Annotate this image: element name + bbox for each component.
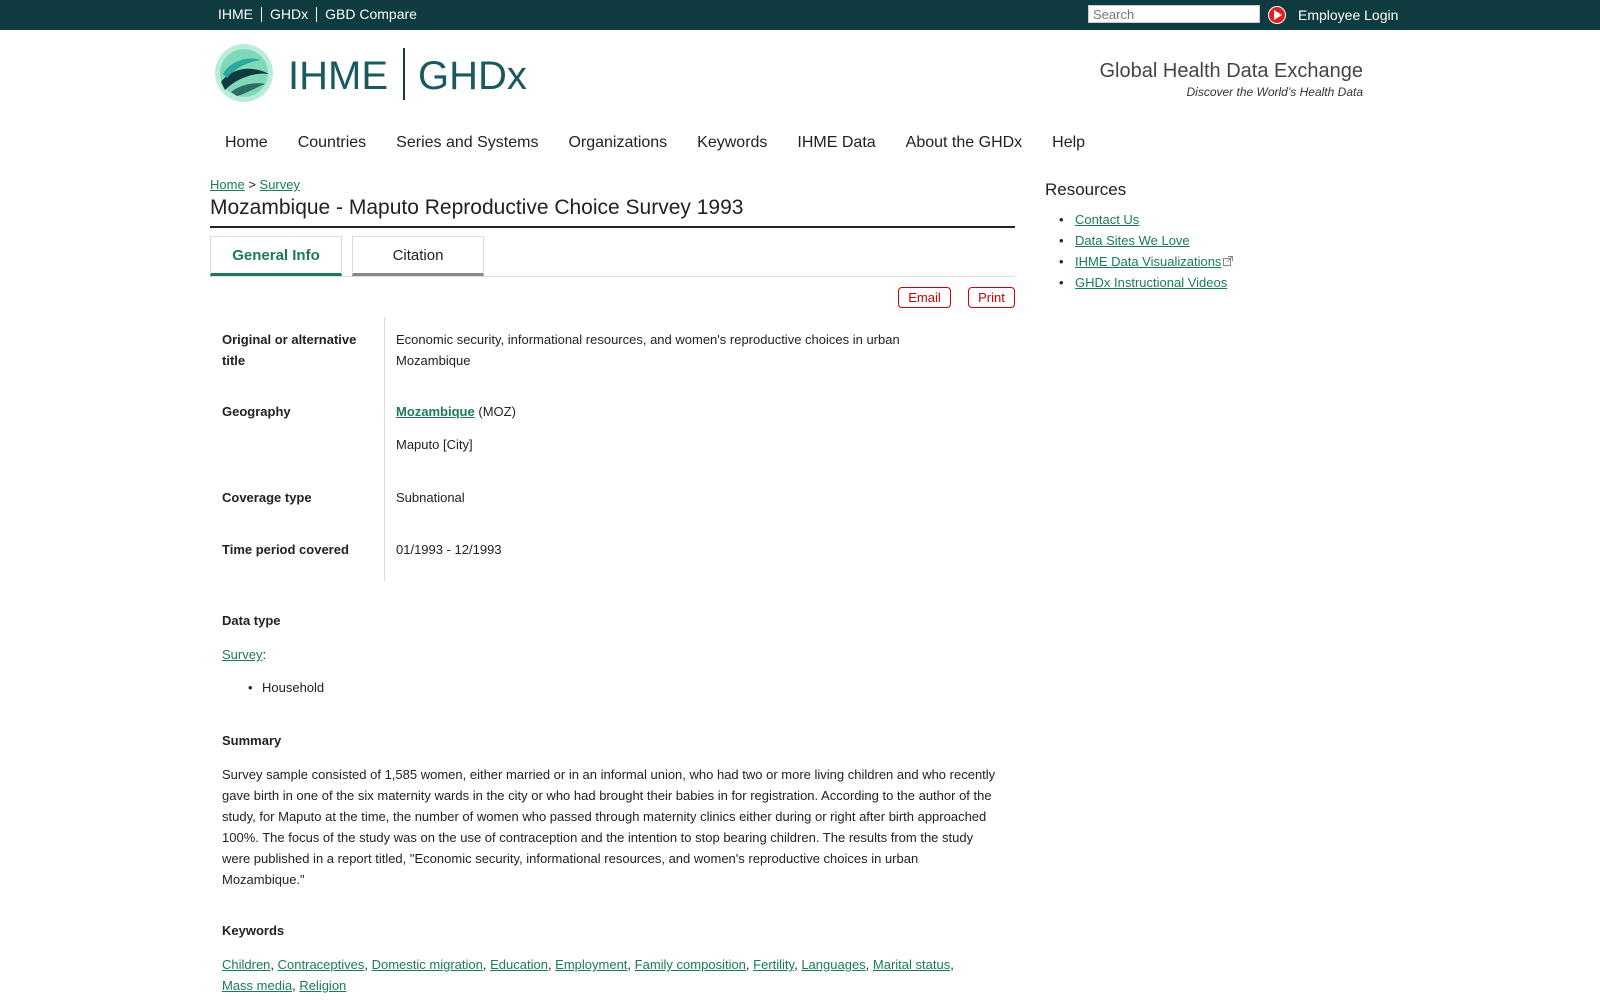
breadcrumb-home[interactable]: Home <box>210 177 245 192</box>
email-button[interactable]: Email <box>898 287 951 308</box>
tab-bar <box>210 236 1015 277</box>
keywords-label: Keywords <box>222 923 285 938</box>
logo-ihme-text[interactable]: IHME <box>288 54 388 98</box>
keyword-link[interactable]: Children <box>222 957 271 972</box>
ihme-logo-icon[interactable] <box>215 44 273 102</box>
nav-help[interactable]: Help <box>1052 134 1086 151</box>
details-divider <box>384 317 385 581</box>
nav-keywords[interactable]: Keywords <box>697 134 768 151</box>
nav-countries[interactable]: Countries <box>297 134 367 151</box>
breadcrumb-survey[interactable]: Survey <box>259 177 300 192</box>
geography-value <box>396 401 516 422</box>
nav-about-ghdx[interactable]: About the GHDx <box>905 134 1023 151</box>
alt-title-label: Original or alternative title <box>222 332 357 368</box>
keyword-link[interactable]: Languages <box>801 957 866 972</box>
time-period-value: 01/1993 - 12/1993 <box>396 542 502 557</box>
play-arrow-icon <box>1273 10 1283 20</box>
logo-ghdx-text[interactable]: GHDx <box>418 54 527 98</box>
keyword-link[interactable]: Fertility <box>753 957 795 972</box>
data-type-label: Data type <box>222 613 281 628</box>
summary-label: Summary <box>222 733 282 748</box>
tab-general-info[interactable]: General Info <box>210 236 342 276</box>
nav-home[interactable]: Home <box>225 134 268 151</box>
page-title: Mozambique - Maputo Reproductive Choice Survey 1993 <box>210 196 1015 228</box>
geography-city: Maputo [City] <box>396 437 473 452</box>
resource-data-sites[interactable]: Data Sites We Love <box>1075 233 1190 248</box>
logo-divider <box>403 48 405 100</box>
nav-organizations[interactable]: Organizations <box>568 134 668 151</box>
employee-login-link[interactable]: Employee Login <box>1298 7 1399 23</box>
keyword-link[interactable]: Domestic migration <box>371 957 483 972</box>
resource-instructional-videos[interactable]: GHDx Instructional Videos <box>1075 275 1228 290</box>
keyword-link[interactable]: Family composition <box>634 957 746 972</box>
external-link-icon <box>1223 256 1233 266</box>
top-link-gbd-compare[interactable]: GBD Compare <box>325 6 417 22</box>
summary-text: Survey sample consisted of 1,585 women, either married or in an informal union, who had two or more living children and who recently gave birth in one of the six maternity wards in the city or who had brought their babies in for registration. According to the author of the study, for Maputo at the time, the number of women who passed through maternity clinics either during or right after birth approached 100%. The focus of the study was on the use of contraception and the intention to stop bearing children. The results from the study were published in a report titled, "Economic security, informational resources, and women's reproductive choices in urban Mozambique." <box>222 767 996 887</box>
top-links <box>210 7 425 22</box>
breadcrumb <box>210 177 300 192</box>
site-subtagline: Discover the World’s Health Data <box>1186 85 1363 99</box>
print-button[interactable]: Print <box>968 287 1015 308</box>
coverage-type-label: Coverage type <box>222 490 312 505</box>
top-link-ghdx[interactable]: GHDx <box>262 7 317 22</box>
keyword-link[interactable]: Mass media <box>222 978 293 993</box>
time-period-label: Time period covered <box>222 542 349 557</box>
keyword-link[interactable]: Religion <box>299 978 347 993</box>
top-bar <box>0 0 1600 30</box>
data-type-value: Survey: <box>222 647 267 662</box>
tab-citation[interactable]: Citation <box>352 236 484 276</box>
search-button[interactable] <box>1268 6 1286 24</box>
top-link-ihme[interactable]: IHME <box>210 7 262 22</box>
resources-list <box>1075 212 1233 296</box>
alt-title-value: Economic security, informational resources, and women's reproductive choices in urban Mozambique <box>396 332 900 368</box>
data-type-survey-link[interactable]: Survey <box>222 647 263 662</box>
nav-ihme-data[interactable]: IHME Data <box>797 134 876 151</box>
keyword-link[interactable]: Education <box>490 957 548 972</box>
geography-code: (MOZ) <box>478 404 516 419</box>
data-type-item: • Household <box>262 680 324 695</box>
coverage-type-value: Subnational <box>396 490 465 505</box>
resource-ihme-data-viz[interactable]: IHME Data Visualizations <box>1075 254 1222 269</box>
resource-contact-us[interactable]: Contact Us <box>1075 212 1140 227</box>
site-tagline: Global Health Data Exchange <box>1099 60 1363 82</box>
geography-country-link[interactable]: Mozambique <box>396 404 475 419</box>
search-input[interactable] <box>1088 5 1260 23</box>
keywords-list: Children, Contraceptives, Domestic migration, Education, Employment, Family composition, Fertility, Languages, Marital status, Mass media, Religion <box>222 957 954 993</box>
resources-title: Resources <box>1045 180 1127 199</box>
nav-series-and-systems[interactable]: Series and Systems <box>396 134 539 151</box>
geography-label: Geography <box>222 404 291 419</box>
keyword-link[interactable]: Contraceptives <box>277 957 365 972</box>
main-nav <box>210 134 1100 152</box>
breadcrumb-separator: > <box>248 177 256 192</box>
keyword-link[interactable]: Employment <box>555 957 628 972</box>
keyword-link[interactable]: Marital status <box>872 957 951 972</box>
